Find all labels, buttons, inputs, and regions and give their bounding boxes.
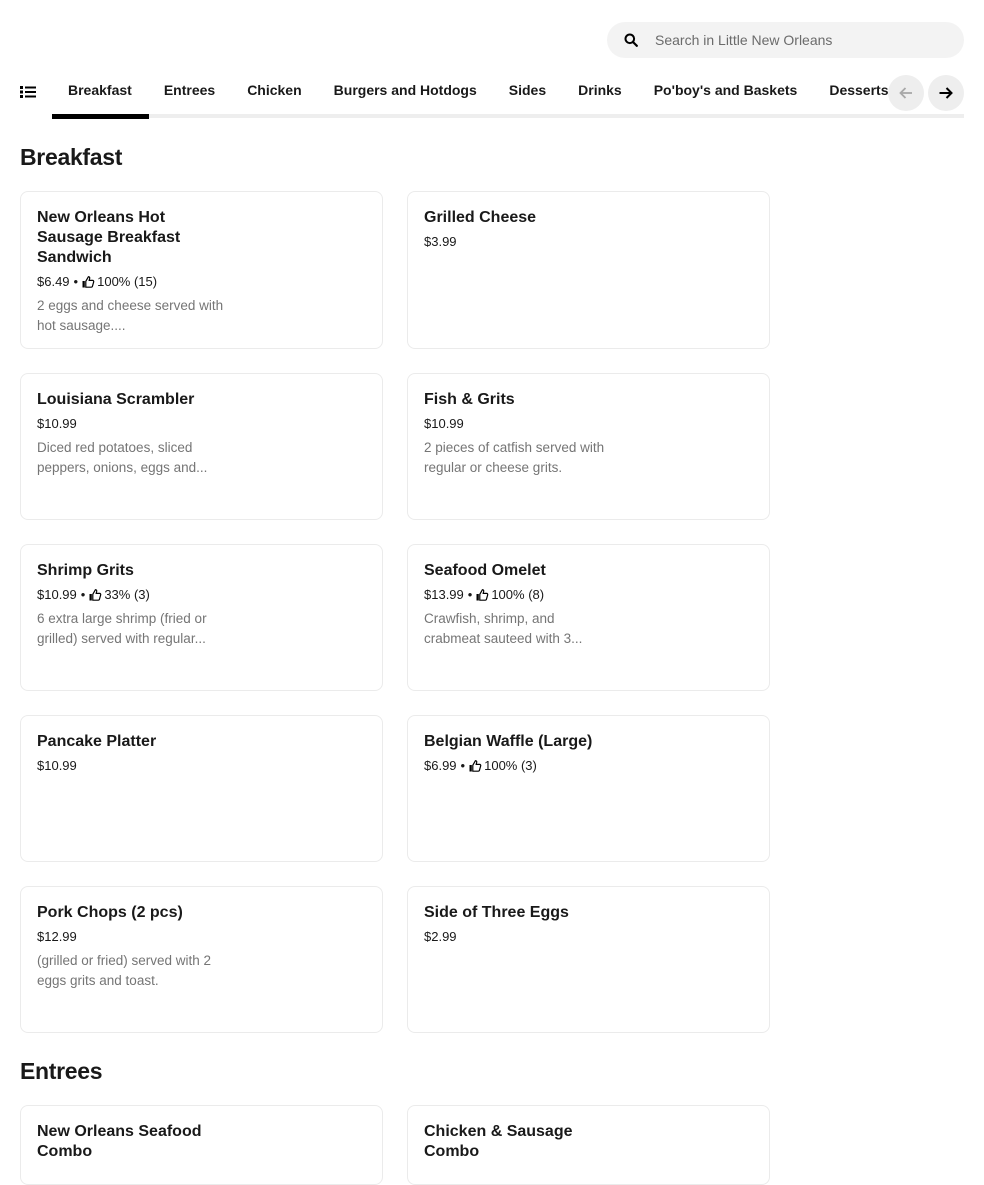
item-name: New Orleans Seafood Combo: [37, 1123, 202, 1160]
item-name: Louisiana Scrambler: [37, 391, 195, 408]
item-price: $3.99: [424, 234, 457, 249]
item-price: $13.99: [424, 587, 464, 602]
item-name: Pancake Platter: [37, 733, 157, 750]
thumbs-up-icon: [89, 589, 101, 601]
list-icon[interactable]: [20, 84, 36, 100]
tab-entrees[interactable]: Entrees: [163, 82, 216, 98]
item-price: $2.99: [424, 929, 457, 944]
search-bar[interactable]: [607, 22, 964, 58]
menu-item-card[interactable]: [407, 191, 770, 349]
item-price: $12.99: [37, 929, 77, 944]
menu-item-card[interactable]: [407, 1105, 770, 1185]
thumbs-up-icon: [476, 589, 488, 601]
tab-sides[interactable]: Sides: [508, 82, 547, 98]
item-price: $10.99: [37, 758, 77, 773]
section-title-breakfast: Breakfast: [20, 144, 123, 170]
menu-item-card[interactable]: [20, 1105, 383, 1185]
item-price: $6.99: [424, 758, 457, 773]
item-meta: [37, 273, 366, 290]
item-rating: 100% (8): [491, 587, 545, 602]
item-name: Grilled Cheese: [424, 209, 537, 226]
item-description: 2 eggs and cheese served with hot sausage....: [37, 298, 224, 333]
item-meta: [424, 233, 753, 250]
menu-item-card[interactable]: [20, 373, 383, 520]
item-description: 6 extra large shrimp (fried or grilled) served with regular...: [37, 611, 207, 646]
thumbs-up-icon: [469, 760, 481, 772]
item-name: Fish & Grits: [424, 391, 515, 408]
item-rating: 100% (3): [484, 758, 537, 773]
separator: •: [73, 274, 79, 289]
item-description: 2 pieces of catfish served with regular or cheese grits.: [424, 440, 605, 475]
item-name: Seafood Omelet: [424, 562, 546, 579]
tab-drinks[interactable]: Drinks: [578, 82, 622, 98]
menu-item-card[interactable]: [20, 715, 383, 862]
search-icon: [607, 33, 655, 47]
item-price: $10.99: [37, 416, 77, 431]
item-meta: [37, 928, 366, 945]
thumbs-up-icon: [82, 276, 94, 288]
menu-item-card[interactable]: [20, 886, 383, 1033]
tabs-scroller: [52, 72, 889, 120]
item-meta: [37, 586, 366, 603]
item-price: $10.99: [37, 587, 77, 602]
item-meta: [37, 415, 366, 432]
menu-item-card[interactable]: [20, 191, 383, 349]
item-price: $6.49: [37, 274, 70, 289]
menu-item-card[interactable]: [407, 715, 770, 862]
search-input[interactable]: Search in Little New Orleans: [655, 32, 833, 48]
item-name: Pork Chops (2 pcs): [37, 904, 183, 921]
menu-item-card[interactable]: [407, 544, 770, 691]
menu-item-card[interactable]: [20, 544, 383, 691]
tab-burgers-and-hotdogs[interactable]: Burgers and Hotdogs: [333, 82, 477, 98]
item-name: Shrimp Grits: [37, 562, 134, 579]
item-description: (grilled or fried) served with 2 eggs grits and toast.: [37, 953, 212, 988]
scroll-left-button[interactable]: [888, 75, 924, 111]
separator: •: [460, 758, 466, 773]
separator: •: [467, 587, 473, 602]
item-rating: 33% (3): [104, 587, 150, 602]
tab-poboys-and-baskets[interactable]: Po'boy's and Baskets: [653, 82, 798, 98]
item-name: Belgian Waffle (Large): [424, 733, 593, 750]
item-rating: 100% (15): [97, 274, 158, 289]
tab-chicken[interactable]: Chicken: [247, 82, 302, 98]
menu-item-card[interactable]: [407, 373, 770, 520]
item-meta: [37, 757, 366, 774]
section-title-entrees: Entrees: [20, 1058, 103, 1084]
item-price: $10.99: [424, 416, 464, 431]
item-meta: [424, 586, 753, 603]
item-meta: [424, 757, 753, 774]
item-meta: [424, 415, 753, 432]
arrow-left-icon: [898, 85, 914, 101]
item-name: Chicken & Sausage Combo: [424, 1123, 573, 1160]
item-description: Diced red potatoes, sliced peppers, onions, eggs and...: [37, 440, 208, 475]
menu-item-card[interactable]: [407, 886, 770, 1033]
arrow-right-icon: [938, 85, 954, 101]
separator: •: [80, 587, 86, 602]
item-description: Crawfish, shrimp, and crabmeat sauteed with 3...: [424, 611, 583, 646]
category-nav: [0, 72, 984, 120]
item-meta: [424, 928, 753, 945]
item-name: New Orleans Hot Sausage Breakfast Sandwich: [37, 209, 181, 266]
tab-desserts[interactable]: Desserts: [829, 82, 889, 98]
item-name: Side of Three Eggs: [424, 904, 569, 921]
tab-breakfast[interactable]: Breakfast: [68, 82, 132, 98]
scroll-right-button[interactable]: [928, 75, 964, 111]
